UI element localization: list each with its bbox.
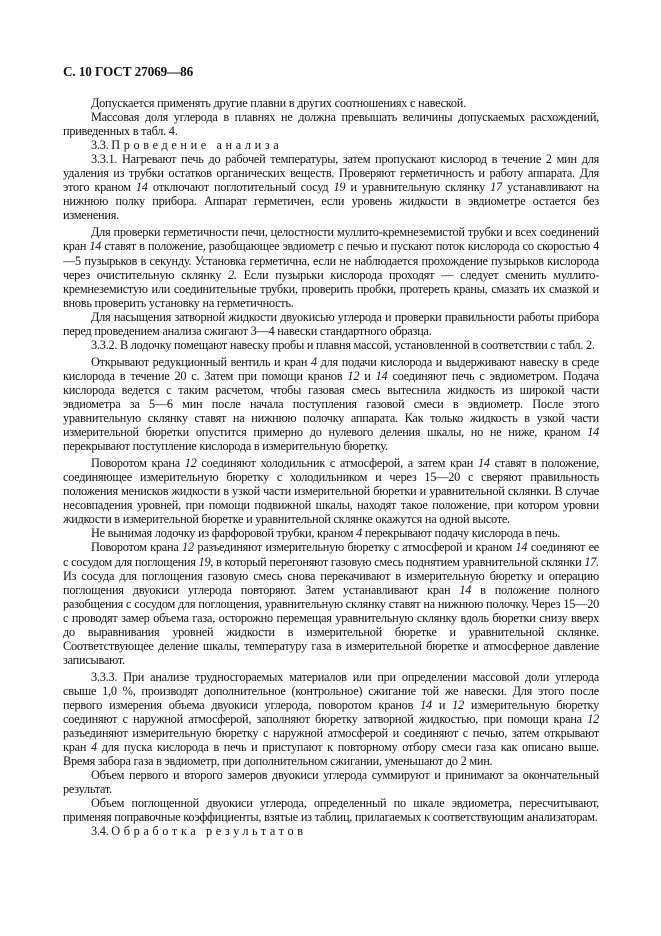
- page-header: С. 10 ГОСТ 27069—86: [63, 64, 194, 79]
- section-number: 3.4.: [91, 824, 109, 839]
- section-heading-3-3: [63, 138, 599, 152]
- paragraph: Для насыщения затворной жидкости двуокисью углерода и проверки правильности работы прибора перед проведением анализа сжигают 3—4 навески стандартного образца.: [63, 309, 599, 338]
- paragraph-3-3-3: 3.3.3. При анализе трудносгораемых материалов или при определении массовой доли углерода свыше 1,0 %, производят дополнительное (контрольное) сжигание той же навески. Для этого после первого измерения объема двуокиси углерода, поворотом кранов 14 и 12 измерительную бюретку соединяют с наружной атмосферой, заполняют бюретку затворной жидкостью, при помощи крана 12 разъединяют измерительную бюретку с наружной атмосферой и соединяют с печью, затем открывают кран 4 для пуска кислорода в печь и приступают к повторному отбору смеси газа как описано выше. Время забора газа в эвдиометр, при дополнительном сжигании, уменьшают до 2 мин.: [63, 669, 600, 769]
- section-heading-3-4: [63, 824, 599, 838]
- document-body: [63, 96, 599, 838]
- paragraph: Открывают редукционный вентиль и кран 4 для подачи кислорода и выдерживают навеску в среде кислорода в течение 20 с. Затем при помощи кранов 12 и 14 соединяют печь с эвдиометром. Подача кислорода ведется с таким расчетом, чтобы газовая смесь вытеснила жидкость из широкой части эвдиометра за 5—6 мин после начала поступления газовой смеси в эвдиометр. После этого уравнительную склянку ставят на нижнюю полочку аппарата. Как только жидкость в узкой части измерительной бюретки опустится примерно до нулевого деления шкалы, но не ниже, краном 14 перекрывают поступление кислорода в измерительную бюретку.: [63, 354, 599, 454]
- paragraph-3-3-1: 3.3.1. Нагревают печь до рабочей температуры, затем пропускают кислород в течение 2 мин для удаления из трубки остатков органических веществ. Проверяют герметичность и работу аппарата. Для этого краном 14 отключают поглотительный сосуд 19 и уравнительную склянку 17 устанавливают на нижнюю полку прибора. Аппарат герметичен, если уровень жидкости в эвдиометре остается без изменения.: [63, 152, 599, 223]
- paragraph: Объем поглощенной двуокиси углерода, определенный по шкале эвдиометра, пересчитывают, применяя поправочные коэффициенты, взятые из таблиц, прилагаемых к соответствующим анализаторам.: [63, 796, 599, 825]
- section-title: Обработка результатов: [111, 824, 307, 839]
- paragraph: Поворотом крана 12 соединяют холодильник с атмосферой, а затем кран 14 ставят в положение, соединяющее измерительную бюретку с холодильником и через 15—20 с сверяют правильность положения менисков жидкости в узкой части измерительной бюретки и уравнительной склянки. В случае несовпадения уровней, при помощи подвижной шкалы, находят такое положение, при котором уровни жидкости в измерительной бюретке и уравнительной склянке окажутся на одной высоте.: [63, 456, 599, 527]
- section-number: 3.3.: [91, 138, 109, 153]
- section-title: Проведение анализа: [111, 138, 283, 153]
- paragraph: Объем первого и второго замеров двуокиси углерода суммируют и принимают за окончательный результат.: [63, 768, 599, 797]
- paragraph: Не вынимая лодочку из фарфоровой трубки, краном 4 перекрывают подачу кислорода в печь.: [91, 526, 561, 541]
- paragraph: Поворотом крана 12 разъединяют измерительную бюретку с атмосферой и краном 14 соединяют ее с сосудом для поглощения 19, в который перегоняют газовую смесь поднятием уравнительной склянки 17. Из сосуда для поглощения газовую смесь снова перекачивают в измерительную бюретку и операцию поглощения двуокиси углерода повторяют. Затем устанавливают кран 14 в положение полного разобщения с сосудом для поглощения, уравнительную склянку ставят на нижнюю полочку. Через 15—20 с проводят замер объема газа, осторожно перемещая уравнительную склянку вдоль бюретки снизу вверх до выравнивания уровней жидкости в измерительной бюретке и уравнительной склянке. Соответствующее деление шкалы, температуру газа в измерительной бюретке и атмосферное давление записывают.: [63, 540, 599, 667]
- paragraph: Массовая доля углерода в плавнях не должна превышать величины допускаемых расхождений, приведенных в табл. 4.: [63, 110, 599, 139]
- paragraph: Для проверки герметичности печи, целостности муллито-кремнеземистой трубки и всех соединений кран 14 ставят в положение, разобщающее эвдиометр с печью и пускают поток кислорода со скоростью 4—5 пузырьков в секунду. Установка герметична, если не наблюдается прохождение пузырьков кислорода через очистительную склянку 2. Если пузырьки кислорода проходят — следует сменить муллито-кремнеземистую или соединительные трубки, проверить пробки, протереть краны, смазать их смазкой и вновь проверить установку на герметичность.: [63, 225, 600, 310]
- paragraph: Допускается применять другие плавни в других соотношениях с навеской.: [91, 96, 466, 110]
- paragraph-3-3-2: 3.3.2. В лодочку помещают навеску пробы и плавня массой, установленной в соответствии с табл. 2.: [91, 337, 595, 352]
